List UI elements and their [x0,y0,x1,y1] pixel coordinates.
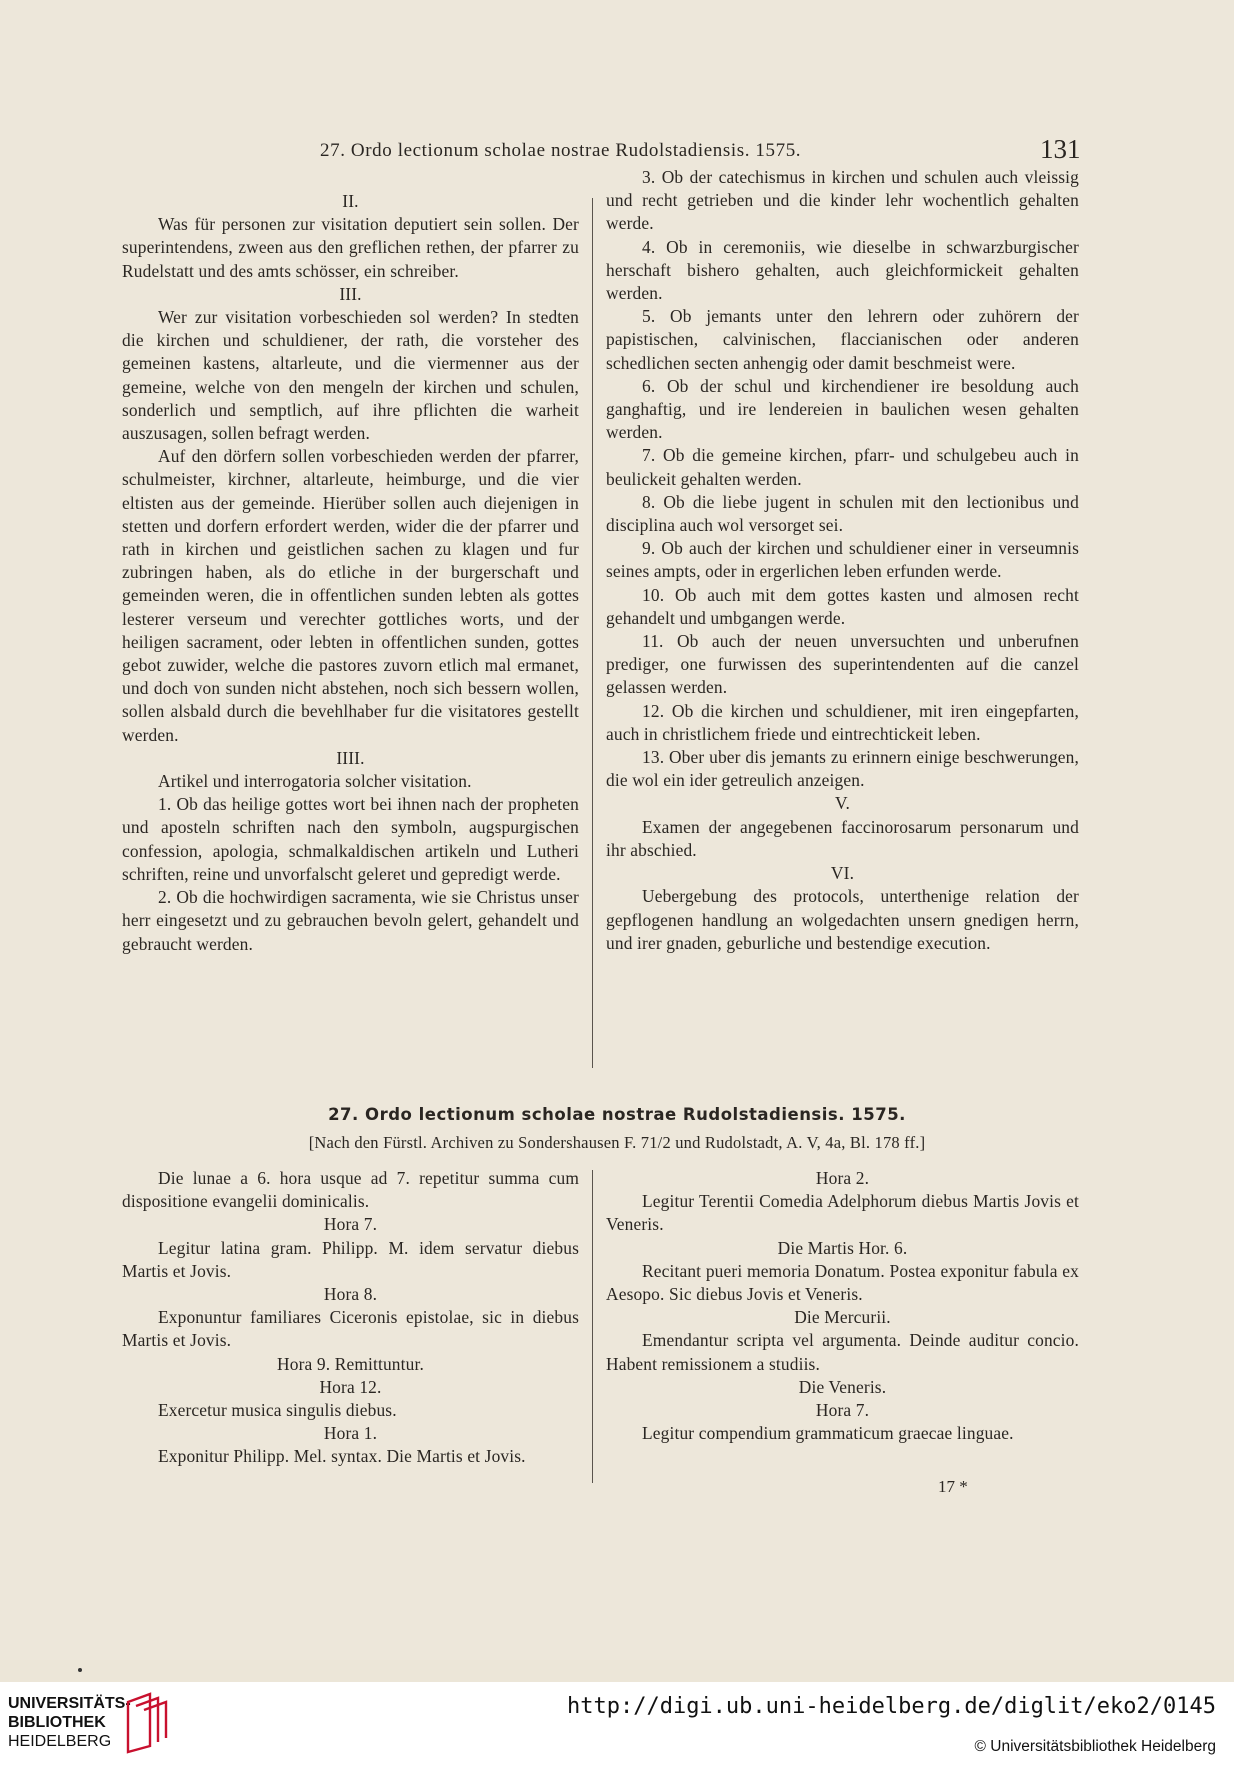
section-heading: Hora 12. [319,1376,382,1397]
page-number: 131 [1040,134,1081,164]
paragraph: 2. Ob die hochwirdigen sacramenta, wie sie Christus unser herr eingesetzt und zu gebrauchen bevoln gelert, gehandelt und gebraucht werden. [122,887,579,954]
paragraph: Exponitur Philipp. Mel. syntax. Die Martis et Jovis. [158,1446,526,1467]
paragraph: 12. Ob die kirchen und schuldiener, mit iren eingepfarten, auch in christlichem friede und eintrechtickeit leben. [606,700,1079,744]
paragraph: Exponuntur familiares Ciceronis epistolae, sic in diebus Martis et Jovis. [122,1307,579,1351]
section-heading: Die Veneris. [798,1376,887,1397]
paragraph: Emendantur scripta vel argumenta. Deinde auditur concio. Habent remissionem a studiis. [606,1330,1079,1374]
column-divider [592,1170,593,1483]
paragraph: 6. Ob der schul und kirchendiener ire besoldung auch ganghaftig, und ire lendereien in baulichen wesen gehalten werden. [606,375,1079,443]
signature-mark: 17 * [938,1477,968,1496]
section-heading: Hora 7. [323,1214,378,1235]
paragraph: 10. Ob auch mit dem gottes kasten und almosen recht gehandelt und umbgangen werde. [606,584,1079,628]
section1-left-column [122,190,579,956]
section2-heading: 27. Ordo lectionum scholae nostrae Rudolstadiensis. 1575. [328,1105,906,1124]
section-heading: V. [835,793,850,814]
paragraph: Legitur Terentii Comedia Adelphorum diebus Martis Jovis et Veneris. [606,1191,1079,1235]
paragraph: Auf den dörfern sollen vorbeschieden werden der pfarrer, schulmeister, kirchner, altarleute, heimburge, und die vier eltisten aus der gemeinde. Hierüber sollen auch diejenigen in stetten und dorfern erfordert werden, wider die der pfarrer und rath in kirchen und geistlichen sachen zu klagen und fur zubringen haben, als do etliche in der burgerschaft und gemeinden weren, die in offentlichen sunden lebten als gottes lesterer verseum und verechter gottliches worts, und der heiligen sacrament, oder lebten in offentlichen sunden, gottes gebot zuwider, welche die pastores zuvorn etlich mal ermanet, und doch von sunden nicht abstehen, noch sich bessern wollen, sollen alsbald durch die bevehlhaber fur die visitatores gestellt werden. [122,446,579,745]
paragraph: 7. Ob die gemeine kirchen, pfarr- und schulgebeu auch in beulickeit gehalten werden. [606,445,1079,489]
section-heading: Die Martis Hor. 6. [777,1237,908,1258]
logo-line: HEIDELBERG [8,1733,112,1750]
paragraph: Die lunae a 6. hora usque ad 7. repetitur summa cum dispositione evangelii dominicalis. [122,1168,579,1212]
column-divider [592,198,593,1068]
paragraph: 9. Ob auch der kirchen und schuldiener einer in verseumnis seines ampts, oder in ergerlichen leben erfunden werde. [606,538,1079,582]
section-heading: II. [342,191,359,211]
section-heading: Hora 1. [323,1423,378,1444]
section-heading: IIII. [336,747,365,768]
section2-source-note: [Nach den Fürstl. Archiven zu Sondershausen F. 71/2 und Rudolstadt, A. V, 4a, Bl. 178 ff.] [308,1133,926,1152]
library-logo-icon [120,1690,172,1754]
paragraph: Uebergebung des protocols, unterthenige relation der gepflogenen handlung an wolgedachten unsern gnedigen herrn, und irer gnaden, geburliche und bestendige execution. [606,886,1079,953]
paragraph: Legitur compendium grammaticum graecae linguae. [642,1423,1014,1444]
paragraph: 8. Ob die liebe jugent in schulen mit den lectionibus und disciplina auch wol versorget sei. [606,491,1079,536]
section-heading: Hora 9. Remittuntur. [277,1353,424,1374]
paragraph: 5. Ob jemants unter den lehrern oder zuhörern der papistischen, calvinischen, flaccianischen oder anderen schedlichen secten anhengig oder damit beschmeist were. [606,306,1079,373]
paragraph: 3. Ob der catechismus in kirchen und schulen auch vleissig und recht getrieben und die kinder lehr wochentlich gehalten werde. [606,167,1079,234]
paragraph: Wer zur visitation vorbeschieden sol werden? In stedten die kirchen und schuldiener, der rath, die vorsteher des gemeinen kastens, altarleute, und die viermenner aus der gemeine, welche von den mengeln der kirchen und schulen, sonderlich und semptlich, auf ihre pflichten die warheit auszusagen, sollen befragt werden. [122,307,579,444]
section-heading: Hora 2. [815,1168,870,1188]
section-heading: Hora 7. [815,1400,870,1421]
copyright-text: © Universitätsbibliothek Heidelberg [974,1738,1216,1755]
section-heading: Die Mercurii. [794,1307,891,1328]
section1-right-column [606,166,1079,955]
section-heading: III. [339,283,362,304]
paragraph: 4. Ob in ceremoniis, wie dieselbe in schwarzburgischer herschaft bishero gehalten, auch gleichformickeit gehalten werden. [606,236,1079,304]
paragraph: Legitur latina gram. Philipp. M. idem servatur diebus Martis et Jovis. [122,1237,579,1281]
scan-speck [78,1668,82,1672]
section2-right-column [606,1167,1079,1445]
logo-line: UNIVERSITÄTS- [8,1695,131,1712]
paragraph: 11. Ob auch der neuen unversuchten und unberufnen prediger, one furwissen des superintendenten auf die canzel gelassen werden. [606,631,1079,698]
permalink-url[interactable]: http://digi.ub.uni-heidelberg.de/diglit/eko2/0145 [566,1694,1216,1719]
section-heading: VI. [830,863,855,884]
paragraph: 1. Ob das heilige gottes wort bei ihnen nach der propheten und aposteln schriften nach den symboln, augspurgischen confession, apologia, schmalkaldischen artikeln und Lutheri schriften, reine und unvorfalscht geleret und gepredigt werde. [122,794,579,884]
paragraph: Artikel und interrogatoria solcher visitation. [158,771,472,792]
paragraph: 13. Ober uber dis jemants zu erinnern einige beschwerungen, die wol ein ider getreulich anzeigen. [606,747,1079,791]
logo-line: BIBLIOTHEK [8,1714,106,1731]
paragraph: Was für personen zur visitation deputiert sein sollen. Der superintendens, zween aus den greflichen rethen, der pfarrer zu Rudelstatt und des amts schösser, ein schreiber. [122,214,579,281]
section2-left-column [122,1167,579,1469]
running-head-title: 27. Ordo lectionum scholae nostrae Rudolstadiensis. 1575. [320,140,802,161]
footer-bar [0,1682,1234,1770]
paragraph: Recitant pueri memoria Donatum. Postea exponitur fabula ex Aesopo. Sic diebus Jovis et Veneris. [606,1260,1079,1305]
library-logo-text [8,1694,131,1751]
paragraph: Examen der angegebenen faccinorosarum personarum und ihr abschied. [606,816,1079,860]
paragraph: Exercetur musica singulis diebus. [158,1400,397,1421]
section-heading: Hora 8. [323,1284,378,1305]
